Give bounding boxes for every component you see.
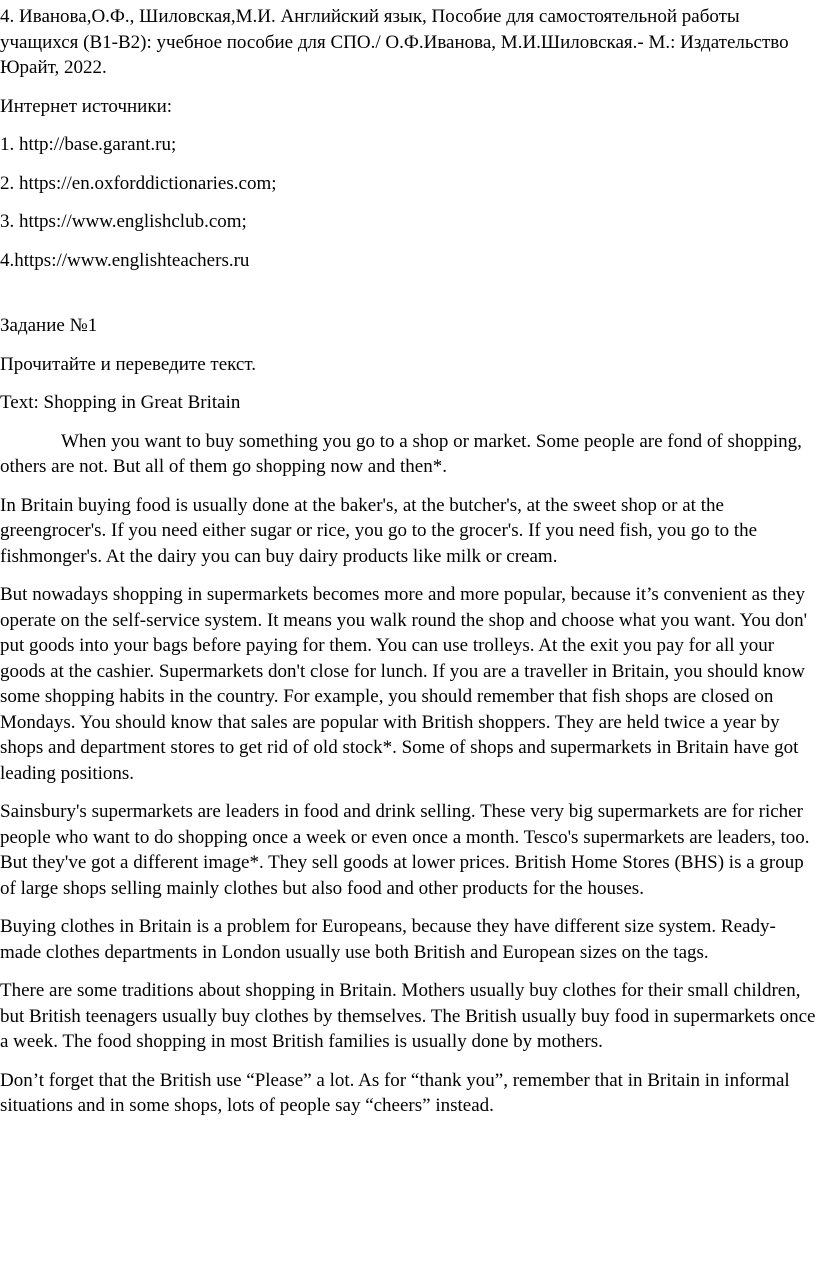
text-paragraph: There are some traditions about shopping in Britain. Mothers usually buy clothes for their small children, but British teenagers usually buy clothes by themselves. The British usually buy food in supermarkets once a week. The food shopping in most British families is usually done by mothers. [0, 980, 816, 1052]
text-paragraph: When you want to buy something you go to a shop or market. Some people are fond of shopping, others are not. But all of them go shopping now and then*. [0, 430, 802, 477]
text-paragraph: Don’t forget that the British use “Please” a lot. As for “thank you”, remember that in Britain in informal situations and in some shops, lots of people say “cheers” instead. [0, 1069, 790, 1116]
text-title: Text: Shopping in Great Britain [0, 392, 241, 413]
internet-source-item: 2. https://en.oxforddictionaries.com; [0, 172, 277, 194]
reference-entry: 4. Иванова,О.Ф., Шиловская,М.И. Английский язык, Пособие для самостоятельной работы учащихся (В1-В2): учебное пособие для СПО./ О.Ф.Иванова, М.И.Шиловская.- М.: Издательство Юрайт, 2022. [0, 6, 789, 78]
internet-sources-heading: Интернет источники: [0, 95, 173, 117]
text-paragraph: But nowadays shopping in supermarkets becomes more and more popular, because it’s convenient as they operate on the self-service system. It means you walk round the shop and choose what you want. You don' put goods into your bags before paying for them. You can use trolleys. At the exit you pay for all your goods at the cashier. Supermarkets don't close for lunch. If you are a traveller in Britain, you should know some shopping habits in the country. For example, you should remember that fish shops are closed on Mondays. You should know that sales are popular with British shoppers. They are held twice a year by shops and department stores to get rid of old stock*. Some of shops and supermarkets in Britain have got leading positions. [0, 584, 808, 784]
internet-source-item: 4.https://www.englishteachers.ru [0, 249, 250, 271]
blank-line [0, 286, 816, 313]
text-paragraph: Buying clothes in Britain is a problem for Europeans, because they have different size system. Ready-made clothes departments in London usually use both British and European sizes on the tags. [0, 916, 776, 963]
internet-source-item: 3. https://www.englishclub.com; [0, 211, 247, 232]
text-paragraph: Sainsbury's supermarkets are leaders in food and drink selling. These very big supermarkets are for richer people who want to do shopping once a week or even once a month. Tesco's supermarkets are leaders, too. But they've got a different image*. They sell goods at lower prices. British Home Stores (BHS) is a group of large shops selling mainly clothes but also food and other products for the houses. [0, 801, 810, 899]
task-title: Задание №1 [0, 315, 98, 336]
text-paragraph: In Britain buying food is usually done at the baker's, at the butcher's, at the sweet shop or at the greengrocer's. If you need either sugar or rice, you go to the grocer's. If you need fish, you go to the fishmonger's. At the dairy you can buy dairy products like milk or cream. [0, 494, 758, 567]
task-instruction: Прочитайте и переведите текст. [0, 353, 256, 375]
internet-sources-list [0, 132, 816, 273]
internet-source-item: 1. http://base.garant.ru; [0, 134, 177, 155]
